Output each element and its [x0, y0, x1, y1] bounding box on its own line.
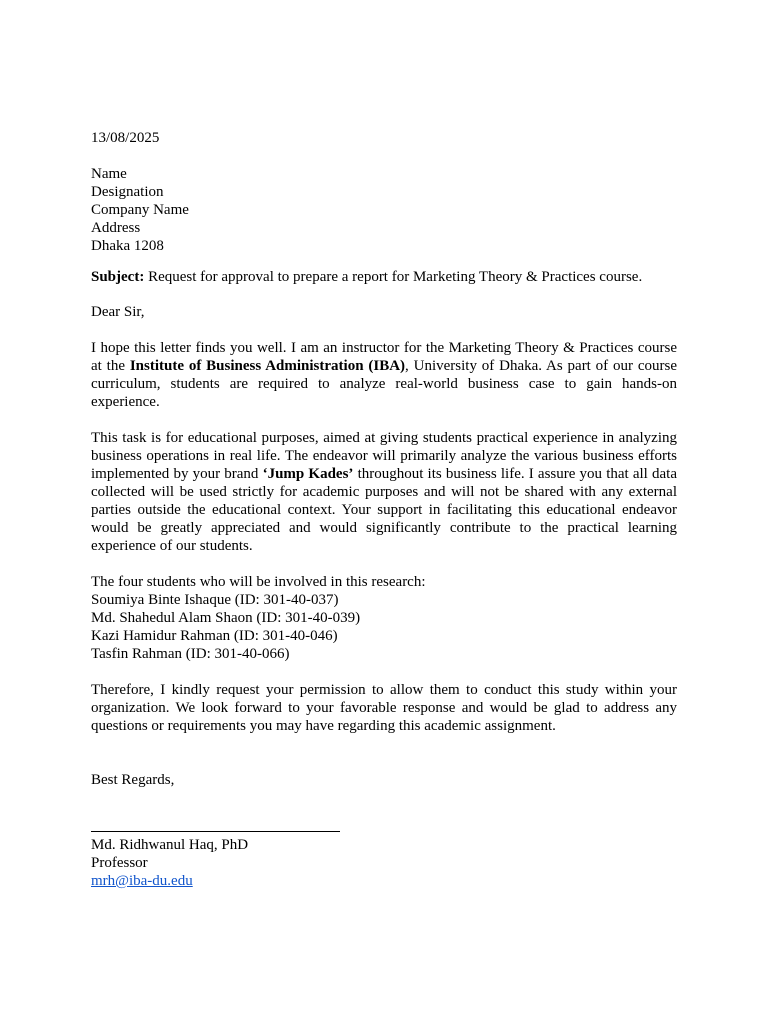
paragraph-purpose-end: throughout its business life. I assure you that all data collected will be used strictly for academic purposes and will not be shared with any external parties outside the educational context. Your support in facilitating this educational endeavor would be greatly appreciated and would significantly contribute to the practical learning experience of our students.	[91, 466, 677, 554]
recipient-city: Dhaka 1208	[91, 238, 164, 254]
paragraph-intro	[91, 339, 677, 411]
signatory-name: Md. Ridhwanul Haq, PhD	[91, 837, 249, 853]
recipient-designation: Designation	[91, 184, 164, 200]
students-intro: The four students who will be involved in this research:	[91, 574, 426, 590]
salutation: Dear Sir,	[91, 304, 145, 320]
brand-name: ‘Jump Kades’	[262, 466, 354, 482]
signatory-title: Professor	[91, 855, 148, 871]
paragraph-request: Therefore, I kindly request your permission to allow them to conduct this study within your organization. We look forward to your favorable response and would be glad to address any questions or requirements you may have regarding this academic assignment.	[91, 682, 677, 734]
signatory-email-link[interactable]: mrh@iba-du.edu	[91, 873, 193, 889]
subject-label: Subject:	[91, 269, 145, 285]
signatory-block	[91, 836, 677, 890]
student-item: Md. Shahedul Alam Shaon (ID: 301-40-039)	[91, 610, 361, 626]
paragraph-purpose	[91, 429, 677, 555]
subject-text: Request for approval to prepare a report for Marketing Theory & Practices course.	[144, 269, 643, 285]
signature-line	[91, 831, 340, 832]
student-item: Soumiya Binte Ishaque (ID: 301-40-037)	[91, 592, 339, 608]
paragraph-intro-end: , University of Dhaka. As part of our course curriculum, students are required to analyze real-world business case to gain hands-on experience.	[91, 358, 677, 410]
letter-body	[91, 129, 677, 890]
recipient-company: Company Name	[91, 202, 189, 218]
paragraph-purpose-start: This task is for educational purposes, aimed at giving students practical experience in analyzing business operations in real life. The endeavor will primarily analyze the various business efforts implemented by your brand	[91, 430, 677, 482]
students-block	[91, 573, 677, 663]
student-item: Kazi Hamidur Rahman (ID: 301-40-046)	[91, 628, 338, 644]
closing-regards: Best Regards,	[91, 772, 175, 788]
recipient-block	[91, 165, 677, 255]
recipient-name: Name	[91, 166, 127, 182]
student-item: Tasfin Rahman (ID: 301-40-066)	[91, 646, 290, 662]
paragraph-intro-start: I hope this letter finds you well. I am an instructor for the Marketing Theory & Practices course at the	[91, 340, 677, 374]
letter-date: 13/08/2025	[91, 130, 160, 146]
subject-line	[91, 268, 677, 286]
recipient-address: Address	[91, 220, 141, 236]
institute-name: Institute of Business Administration (IBA)	[129, 358, 406, 374]
